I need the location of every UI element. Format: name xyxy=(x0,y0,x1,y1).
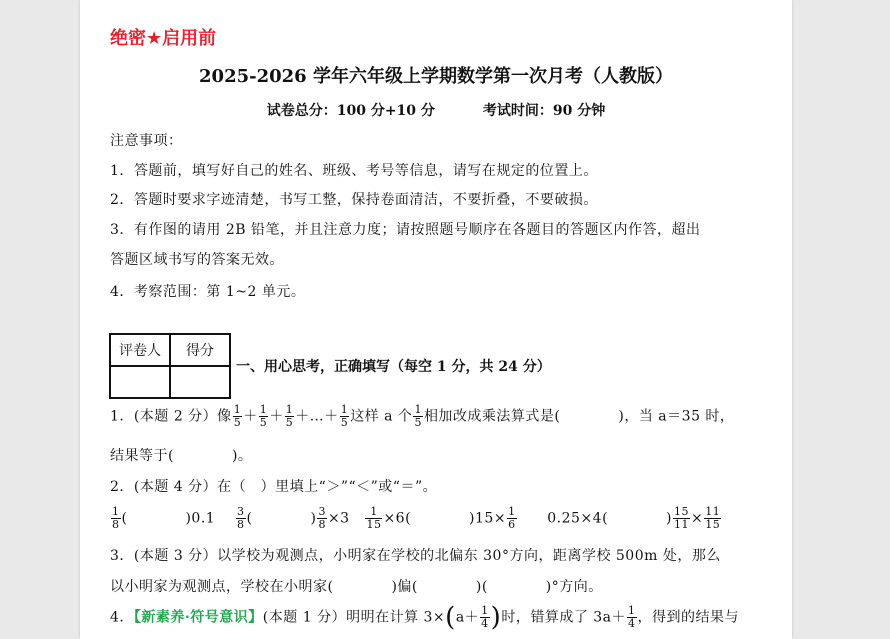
fraction: $\frac{1}{4}$ xyxy=(481,604,489,630)
score-table xyxy=(109,333,231,399)
question-2-items: $\frac{1}{8}$ ( )0.1 $\frac{3}{8}$ ( ) $\frac{3}{8}$ ×3 $\frac{1}{15}$ ×6( )15× $\frac{1}{6}$ 0.25×4( ) $\frac{15}{11}$ × $\frac{11}{15}$ xyxy=(112,505,721,531)
fraction: $\frac{3}{8}$ xyxy=(237,505,245,531)
exam-meta xyxy=(80,100,792,120)
exam-title: 2025-2026 学年六年级上学期数学第一次月考（人教版） xyxy=(199,66,673,87)
fraction: $\frac{1}{5}$ xyxy=(414,403,422,429)
grader-header: 评卷人 xyxy=(110,334,170,366)
note-item: 1．答题前，填写好自己的姓名、班级、考号等信息，请写在规定的位置上。 xyxy=(110,163,598,179)
score-header: 得分 xyxy=(170,334,230,366)
question-4: 4．【新素养·符号意识】(本题 1 分）明明在计算 3×(a＋ $\frac{1}{4}$ )时，错算成了 3a＋ $\frac{1}{4}$ ，得到的结果与 xyxy=(110,602,740,633)
fraction: $\frac{1}{8}$ xyxy=(112,505,120,531)
tag-label: 【新素养·符号意识】 xyxy=(133,609,263,626)
confidential-label: 绝密★启用前 xyxy=(110,28,217,49)
question-3: 3．(本题 3 分）以学校为观测点，小明家在学校的北偏东 30°方向，距离学校 500m 处，那么 xyxy=(110,548,721,564)
fraction: $\frac{1}{15}$ xyxy=(366,505,382,531)
grader-cell[interactable] xyxy=(110,366,170,398)
fraction: $\frac{1}{5}$ xyxy=(233,403,242,429)
question-2: 2．(本题 4 分）在（ ）里填上“＞”“＜”或“＝”。 xyxy=(110,479,438,495)
question-1-line2: 结果等于( )。 xyxy=(110,448,253,464)
fraction: $\frac{1}{5}$ xyxy=(285,403,294,429)
fraction: $\frac{1}{6}$ xyxy=(508,505,516,531)
note-item: 3．有作图的请用 2B 铅笔，并且注意力度；请按照题号顺序在各题目的答题区内作答，超出 xyxy=(110,222,701,238)
fraction: $\frac{1}{5}$ xyxy=(259,403,268,429)
note-item: 4．考察范围：第 1~2 单元。 xyxy=(110,284,306,300)
exam-time: 考试时间：90 分钟 xyxy=(482,103,606,119)
score-cell[interactable] xyxy=(170,366,230,398)
document-page xyxy=(80,0,792,639)
fraction: $\frac{1}{4}$ xyxy=(628,604,636,630)
total-score: 试卷总分：100 分+10 分 xyxy=(266,103,435,119)
notes-heading: 注意事项： xyxy=(110,133,183,149)
note-item: 2．答题时要求字迹清楚，书写工整，保持卷面清洁，不要折叠，不要破损。 xyxy=(110,192,598,208)
question-1: 1．(本题 2 分）像 $\frac{1}{5}$ ＋ $\frac{1}{5}$ ＋ $\frac{1}{5}$ ＋…＋ $\frac{1}{5}$ 这样 a 个 $\frac{1}{5}$ 相加改成乘法算式是( )，当 a＝35 时， xyxy=(110,403,735,429)
note-item: 答题区域书写的答案无效。 xyxy=(110,252,284,268)
fraction: $\frac{15}{11}$ xyxy=(674,505,689,531)
section-title: 一、用心思考，正确填写（每空 1 分，共 24 分） xyxy=(236,359,551,375)
fraction: $\frac{3}{8}$ xyxy=(318,505,326,531)
fraction: $\frac{1}{5}$ xyxy=(340,403,349,429)
fraction: $\frac{11}{15}$ xyxy=(705,505,721,531)
question-3-line2: 以小明家为观测点，学校在小明家( )偏( )( )°方向。 xyxy=(110,579,603,595)
